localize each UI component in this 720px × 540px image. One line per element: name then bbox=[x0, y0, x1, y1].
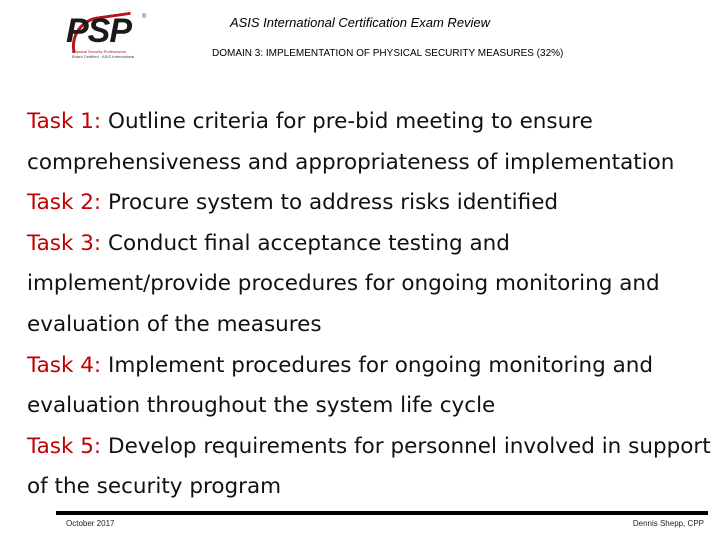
task-text: Procure system to address risks identified bbox=[108, 190, 559, 216]
logo-mark: PSP bbox=[66, 12, 132, 50]
task-label: Task 1: bbox=[27, 109, 102, 134]
task-label: Task 5: bbox=[27, 433, 102, 459]
task-item-1 bbox=[27, 102, 717, 183]
task-label: Task 4: bbox=[27, 352, 102, 378]
task-item-5 bbox=[27, 427, 717, 508]
task-item-2 bbox=[27, 183, 717, 224]
footer-divider bbox=[56, 511, 708, 515]
logo-registered-mark: ® bbox=[142, 14, 147, 20]
header-title: ASIS International Certification Exam Review bbox=[229, 15, 491, 30]
task-text: Develop requirements for personnel involved in support of the security program bbox=[27, 433, 711, 500]
task-label: Task 2: bbox=[27, 190, 102, 216]
footer-author: Dennis Shepp, CPP bbox=[632, 519, 704, 528]
task-list bbox=[27, 102, 717, 508]
domain-heading: DOMAIN 3: IMPLEMENTATION OF PHYSICAL SECURITY MEASURES (32%) bbox=[212, 48, 564, 59]
task-text: Implement procedures for ongoing monitoring and evaluation throughout the system life cycle bbox=[27, 352, 654, 419]
footer-date: October 2017 bbox=[66, 519, 115, 528]
task-text: Conduct final acceptance testing and implement/provide procedures for ongoing monitoring and evaluation of the measures bbox=[27, 230, 660, 337]
task-item-3 bbox=[27, 224, 717, 346]
task-text: Outline criteria for pre-bid meeting to ensure comprehensiveness and appropriateness of implementation bbox=[27, 109, 675, 175]
task-item-4 bbox=[27, 346, 717, 427]
logo-tagline: Physical Security Professional bbox=[72, 49, 126, 54]
task-label: Task 3: bbox=[27, 230, 102, 256]
logo-tagline-secondary: Board Certified · ASIS International bbox=[72, 54, 135, 59]
